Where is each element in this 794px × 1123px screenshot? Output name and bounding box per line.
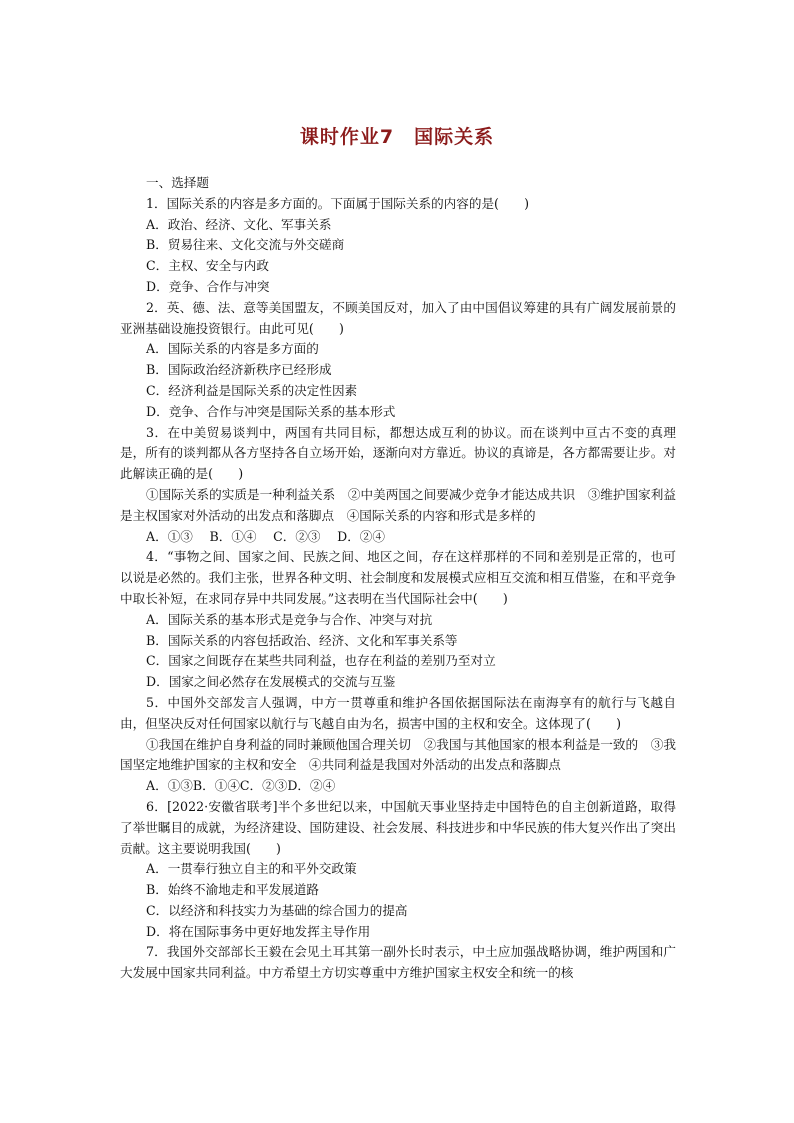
answer-option: A．政治、经济、文化、军事关系 [146, 216, 332, 232]
answer-option: A．①③B．①④C．②③D．②④ [146, 778, 336, 794]
answer-option: B．始终不渝地走和平发展道路 [146, 882, 319, 898]
answer-option: C．国家之间既存在某些共同利益，也存在利益的差别乃至对立 [146, 653, 496, 669]
answer-option: C．以经济和科技实力为基础的综合国力的提高 [146, 902, 408, 918]
question-stem: 3．在中美贸易谈判中，两国有共同目标，都想达成互利的协议。而在谈判中亘古不变的真理是，所有的谈判都从各方坚持各自立场开始，逐渐向对方靠近。协议的真谛是，各方都需要让步。对此解读正确的是( ) [120, 424, 676, 482]
answer-option: B．贸易往来、文化交流与外交磋商 [146, 237, 345, 253]
answer-option: D．将在国际事务中更好地发挥主导作用 [146, 923, 371, 939]
answer-option: B．国际政治经济新秩序已经形成 [146, 362, 332, 378]
question-stem: 6．[2022·安徽省联考]半个多世纪以来，中国航天事业坚持走中国特色的自主创新道路，取得了举世瞩目的成就，为经济建设、国防建设、社会发展、科技进步和中华民族的伟大复兴作出了突出贡献。这主要说明我国( ) [120, 798, 676, 856]
question-stem: 1．国际关系的内容是多方面的。下面属于国际关系的内容的是( ) [146, 195, 530, 211]
question-statements: ①国际关系的实质是一种利益关系 ②中美两国之间要减少竞争才能达成共识 ③维护国家利益是主权国家对外活动的出发点和落脚点 ④国际关系的内容和形式是多样的 [120, 486, 676, 523]
question-statements: ①我国在维护自身利益的同时兼顾他国合理关切 ②我国与其他国家的根本利益是一致的 ③我国坚定地维护国家的主权和安全 ④共同利益是我国对外活动的出发点和落脚点 [120, 736, 676, 773]
answer-option: C．经济利益是国际关系的决定性因素 [146, 382, 358, 398]
answer-option: D．竞争、合作与冲突是国际关系的基本形式 [146, 403, 396, 419]
question-list [120, 173, 676, 984]
page-title: 课时作业7 国际关系 [299, 126, 495, 148]
question-stem: 5．中国外交部发言人强调，中方一贯尊重和维护各国依据国际法在南海享有的航行与飞越自由，但坚决反对任何国家以航行与飞越自由为名，损害中国的主权和安全。这体现了( ) [120, 694, 676, 731]
question-stem: 7．我国外交部部长王毅在会见土耳其第一副外长时表示，中土应加强战略协调，维护两国和广大发展中国家共同利益。中方希望土方切实尊重中方维护国家主权安全和统一的核 [120, 944, 676, 981]
answer-option: A．国际关系的内容是多方面的 [146, 341, 319, 357]
question-stem: 2．英、德、法、意等美国盟友，不顾美国反对，加入了由中国倡议筹建的具有广阔发展前景的亚洲基础设施投资银行。由此可见( ) [120, 299, 676, 336]
question-stem: 4．“事物之间、国家之间、民族之间、地区之间，存在这样那样的不同和差别是正常的，也可以说是必然的。我们主张，世界各种文明、社会制度和发展模式应相互交流和相互借鉴，在和平竞争中取长补短，在求同存异中共同发展。”这表明在当代国际社会中( ) [120, 549, 676, 606]
answer-option: C．主权、安全与内政 [146, 258, 269, 274]
answer-option: B．国际关系的内容包括政治、经济、文化和军事关系等 [146, 632, 458, 648]
answer-option: D．国家之间必然存在发展模式的交流与互鉴 [146, 674, 396, 690]
answer-option: A．一贯奉行独立自主的和平外交政策 [146, 861, 357, 877]
section-heading: 一、选择题 [146, 175, 209, 190]
answer-option: A．国际关系的基本形式是竞争与合作、冲突与对抗 [146, 611, 433, 627]
answer-option: D．竞争、合作与冲突 [146, 278, 270, 294]
answer-option: A．①③ B．①④ C．②③ D．②④ [146, 528, 385, 544]
